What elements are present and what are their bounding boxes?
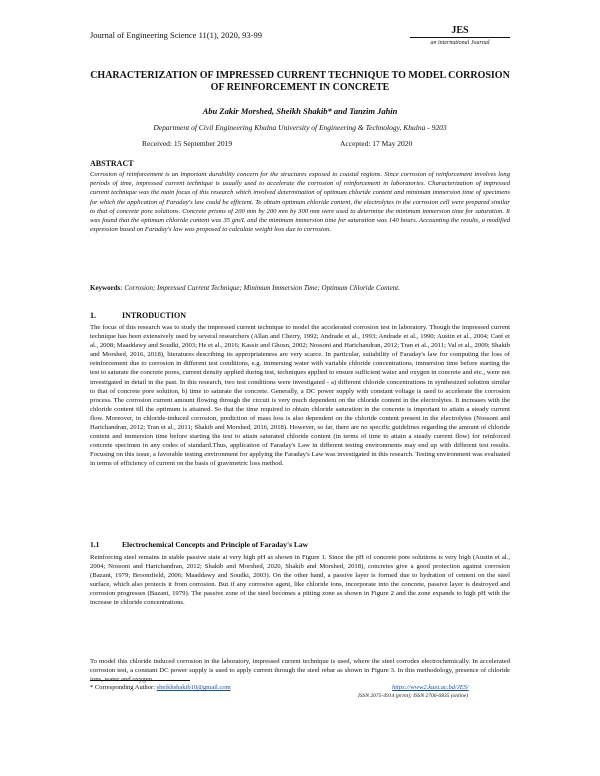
journal-url-link[interactable]: https://www2.kuet.ac.bd/JES/	[392, 684, 469, 691]
footnote-divider	[90, 680, 190, 681]
journal-citation: Journal of Engineering Science 11(1), 2020, 93-99	[90, 30, 263, 40]
introduction-paragraph: The focus of this research was to study the impressed current technique to model the accelerated corrosion test in laboratory. Though the impressed current technique has been extensively used by several researchers (Allan and Cherry, 1992; Andrade et al., 1993; Andrade et al., 1990; Austin et al., 2004; Caré et al., 2008; Maaddawy and Soudki, 2003; He et al., 2016; Kassir and Ghosn, 2002; Nossoni and Harichandran, 2012; Tran et al., 2011; Val et al., 2009; Shakib and Morshed, 2016, 2018), literatures describing its appropriateness are very scarce. In particular, suitability of Faraday's law for computing the loss of reinforcement due to corrosion in different test conditions, e.g. immersing water with variable chloride concentrations, immersion time before starting the test to saturate the concrete pores, current density applied during test, techniques applied to ensure sufficient water and oxygen in concrete and etc., were not investigated in detail in the past. In this research, two test conditions were investigated - a) different chloride concentrations in synthesized solution similar to that of concrete pore solution, b) time to saturate the concrete. Generally, a DC power supply with constant voltage is used to accelerate the corrosion process. The corrosion current amount flowing through the circuit is very much dependent on the chloride content in the electrolytes. It increases with the chloride content till the optimum is attained. So that the time required to obtain chloride saturation in the concrete is important to attain a steady current flow. Moreover, in chloride-induced corrosion, prediction of mass loss is also dependent on the chloride content present in the electrolytes (Nossoni and Harichandran, 2012; Tran et al., 2011; Shakib and Morshed, 2016, 2018). However, so far, there are no specific guidelines regarding the amount of chloride content and immersion time before starting the test to attain saturated chloride content (in terms of time to attain a steady current flow) for reinforced concrete specimen in any codes of standard.Thus, application of Faraday's Law in different testing environments may end up with different test results. Focusing on this issue, a favorable testing environment for applying the Faraday's Law was investigated in this research. Testing environment was evaluated in terms of efficiency of current on the basis of gravimetric loss method.	[90, 324, 510, 468]
paper-title: CHARACTERIZATION OF IMPRESSED CURRENT TECHNIQUE TO MODEL CORROSION OF REINFORCEMENT IN CONCRETE	[90, 70, 510, 93]
received-date: Received: 15 September 2019	[142, 139, 233, 148]
issn-line: ISSN 2075-4914 (print); ISSN 2706-6835 (online)	[358, 693, 469, 699]
section-1-1-number: 1.1	[90, 540, 100, 549]
corresponding-author-footnote	[90, 684, 231, 691]
journal-logo-subtitle: an international Journal	[430, 40, 490, 46]
section-1-heading	[90, 311, 186, 320]
author-affiliation: Department of Civil Engineering Khulna University of Engineering & Technology, Khulna - 9203	[153, 123, 447, 132]
journal-logo	[410, 25, 510, 46]
abstract-heading: ABSTRACT	[90, 159, 134, 168]
keywords-list: : Corrosion; Impressed Current Technique; Minimum Immersion Time; Optimum Chloride Content.	[120, 284, 400, 292]
paper-authors: Abu Zakir Morshed, Sheikh Shakib* and Tanzim Jahin	[202, 106, 398, 116]
keywords	[90, 284, 510, 293]
footnote-label: * Corresponding Author:	[90, 684, 157, 691]
model-paragraph: To model this chloride induced corrosion in the laboratory, impressed current technique is used, where the steel corrodes electrochemically. In accelerated corrosion test, a constant DC power supply is used to apply current through the steel rebar as shown in Figure 3. In this methodology, presence of chloride ions, water and oxygen	[90, 658, 510, 684]
section-1-number: 1.	[90, 311, 96, 320]
section-1-1-heading	[90, 540, 308, 549]
journal-url	[392, 684, 469, 691]
accepted-date: Accepted: 17 May 2020	[340, 139, 413, 148]
keywords-label: Keywords	[90, 284, 121, 292]
section-1-title: INTRODUCTION	[122, 311, 187, 320]
abstract-text: Corrosion of reinforcement is an important durability concern for the structures exposed to coastal regions. Since corrosion of reinforcement involves long periods of time, impressed current technique is usually used to accelerate the corrosion of reinforcement in laboratories. Characterization of impressed current technique was the main focus of this research which involved determination of optimum chloride content and minimum immersion time of specimens for which the application of Faraday's law could be efficient. To obtain optimum chloride content, the electrolytes in the corrosion cell were prepared similar to that of concrete pore solutions. Concrete prisms of 200 mm by 200 mm by 300 mm were used to determine the minimum immersion time for saturation. It was found that the optimum chloride content was 35 gm/L and the minimum immersion time for saturation was 140 hours. Accounting the results, a modified expression based on Faraday's law was proposed to calculate weight loss due to corrosion.	[90, 171, 510, 234]
author-email-link[interactable]: sheikhshakib10@gmail.com	[156, 684, 231, 691]
section-1-1-title: Electrochemical Concepts and Principle of Faraday's Law	[122, 540, 309, 549]
journal-logo-title: JES	[410, 25, 510, 38]
electrochemical-paragraph: Reinforcing steel remains in stable passive state at very high pH as shown in Figure 1. Since the pH of concrete pore solutions is very high (Austin et al., 2004; Nossoni and Harichandran, 2012; Shakib and Morshed, 2020, Shakib and Morshed, 2018), concretes give a good protection against corrosion (Bazant, 1979; Broomfield, 2006; Maaddawy and Soudki, 2003). On the other hand, a passive layer is formed due to hydration of cement on the steel surface, which also protects it from corrosion. But if any corrosive agent, like chloride ions, incorporate into the concrete, passive layer is destroyed and corrosion progresses (Bazant, 1979). The passive zone of the steel becomes a pitting zone as shown in Figure 2 and the zone expands to high pH with the increase in chloride concentrations.	[90, 554, 510, 607]
